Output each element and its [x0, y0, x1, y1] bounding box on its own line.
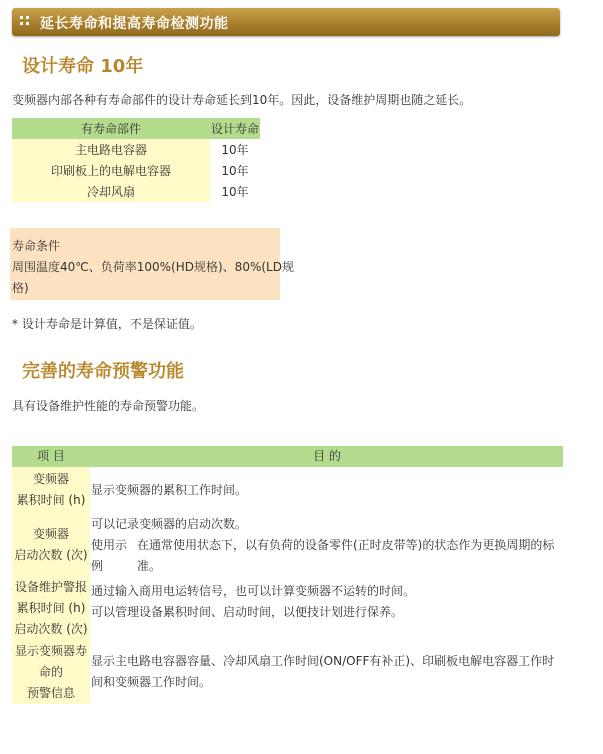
- design-life-title: 设计寿命 10年: [22, 56, 144, 77]
- table-row: [12, 467, 563, 513]
- part-cell: 冷却风扇: [12, 181, 210, 202]
- item-line: 启动次数 (次): [14, 622, 88, 636]
- section-header-bar: [12, 8, 560, 36]
- item-cell: [12, 640, 90, 704]
- table-header-row: [12, 118, 260, 139]
- life-conditions-box: [10, 228, 294, 300]
- item-line: 变频器: [32, 472, 69, 486]
- item-line: 显示变频器寿: [14, 643, 87, 658]
- part-cell: 印刷板上的电解电容器: [12, 160, 210, 181]
- table-row: [12, 181, 260, 202]
- conditions-title: 寿命条件: [12, 239, 61, 253]
- usage-example: [91, 535, 563, 577]
- header-title: 延长寿命和提高寿命检测功能: [40, 16, 229, 32]
- purpose-cell: [90, 577, 563, 640]
- life-cell: 10年: [221, 164, 249, 178]
- item-line: 命的: [38, 664, 63, 679]
- item-cell: [12, 513, 90, 577]
- life-cell: 10年: [221, 143, 249, 157]
- table-header-row: [12, 446, 563, 467]
- purpose-text: 通过输入商用电运转信号，也可以计算变频器不运转的时间。: [91, 584, 416, 598]
- item-line: 启动次数 (次): [14, 548, 88, 562]
- item-line: 设备维护警报: [14, 580, 87, 594]
- column-header-life: 设计寿命: [210, 118, 260, 139]
- item-cell: [12, 577, 90, 640]
- part-cell: 主电路电容器: [12, 139, 210, 160]
- purpose-cell: [90, 513, 563, 577]
- calculation-note: * 设计寿命是计算值，不是保证值。: [12, 317, 202, 331]
- column-header-purpose: 目 的: [90, 446, 563, 467]
- purpose-cell: 显示变频器的累积工作时间。: [91, 482, 248, 497]
- warning-function-title: 完善的寿命预警功能: [22, 361, 184, 382]
- example-label: 使用示例: [91, 537, 128, 573]
- life-warning-table: [12, 446, 563, 704]
- table-row: [12, 160, 260, 181]
- conditions-line1: 周围温度40℃、负荷率100%(HD规格)、80%(LD规: [12, 260, 294, 274]
- life-cell: 10年: [221, 185, 249, 199]
- purpose-text: 可以管理设备累积时间、启动时间，以便技计划进行保养。: [91, 605, 404, 619]
- example-text: 在通常使用状态下，以有负荷的设备零件(正时皮带等)的状态作为更换周期的标准。: [137, 537, 555, 573]
- item-cell: [12, 467, 90, 513]
- warning-function-intro: 具有设备维护性能的寿命预警功能。: [12, 399, 205, 413]
- column-header-item: 项 目: [12, 446, 90, 467]
- table-row: [12, 640, 563, 704]
- column-header-part: 有寿命部件: [12, 118, 210, 139]
- item-line: 累积时间 (h): [16, 493, 86, 507]
- design-life-table: [12, 118, 260, 202]
- table-row: [12, 513, 563, 577]
- table-row: [12, 577, 563, 640]
- item-line: 变频器: [32, 527, 69, 541]
- conditions-line2: 格): [12, 281, 29, 295]
- item-line: 累积时间 (h): [16, 601, 86, 615]
- design-life-intro: 变频器内部各种有寿命部件的设计寿命延长到10年。因此，设备维护周期也随之延长。: [12, 93, 472, 107]
- table-row: [12, 139, 260, 160]
- grid-bullet-icon: [20, 16, 32, 28]
- item-line: 预警信息: [26, 685, 75, 700]
- purpose-text: 可以记录变频器的启动次数。: [91, 516, 248, 531]
- purpose-cell: 显示主电路电容器容量、冷却风扇工作时间(ON/OFF有补正)、印刷板电解电容器工作时间和变频器工作时间。: [91, 654, 555, 689]
